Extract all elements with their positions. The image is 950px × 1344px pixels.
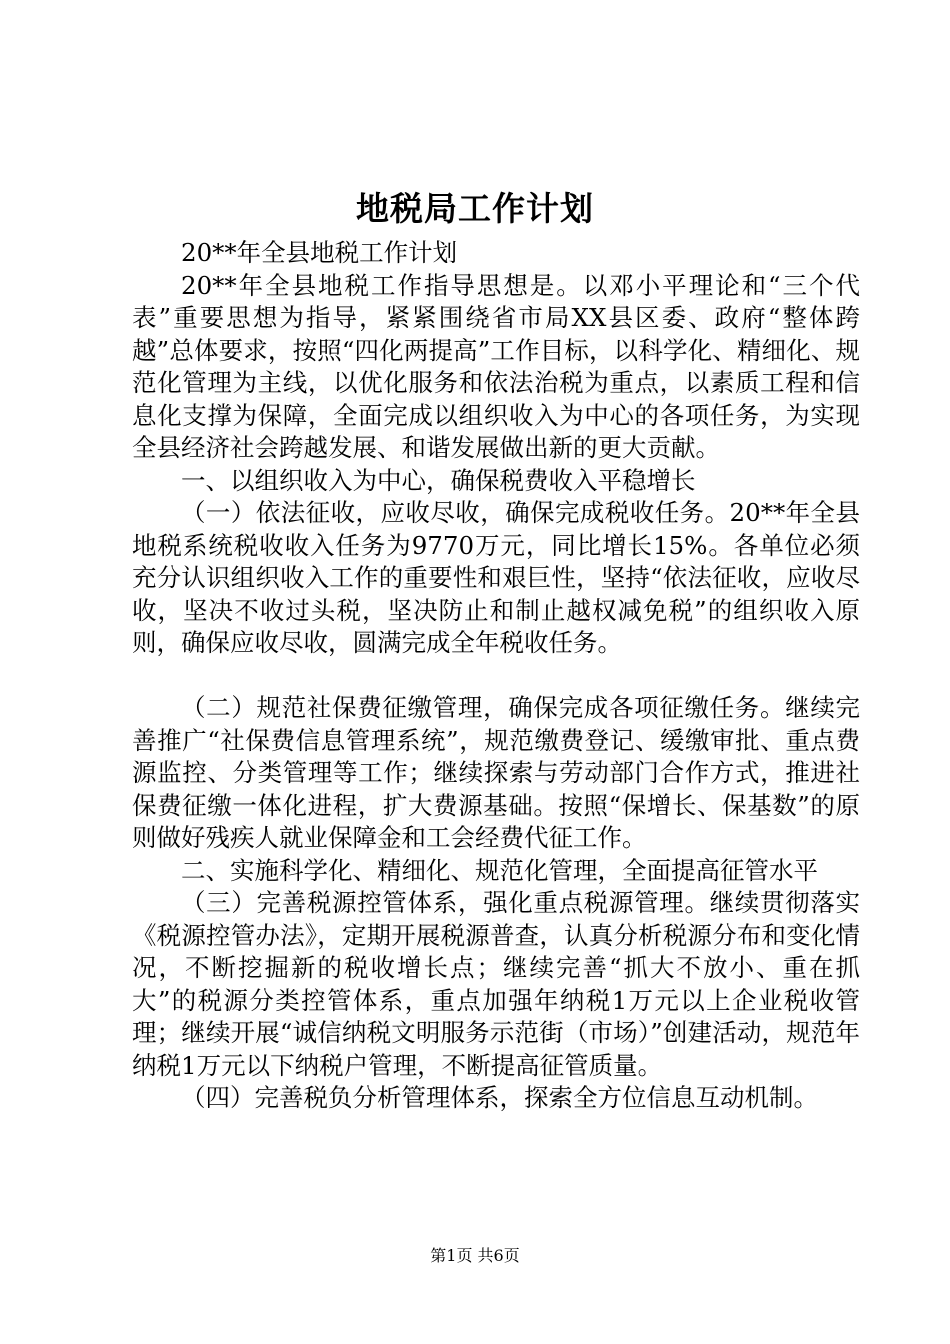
document-body [132,237,860,1115]
item-4-paragraph: （四）完善税负分析管理体系，探索全方位信息互动机制。 [181,1083,818,1112]
item-1-paragraph: （一）依法征收，应收尽收，确保完成税收任务。20**年全县地税系统税收收入任务为9770万元，同比增长15%。各单位必须充分认识组织收入工作的重要性和艰巨性，坚持“依法征收，应收尽收，坚决不收过头税，坚决防止和制止越权减免税”的组织收入原则，确保应收尽收，圆满完成全年税收任务。 [132,498,860,657]
guiding-thought-paragraph: 20**年全县地税工作指导思想是。以邓小平理论和“三个代表”重要思想为指导，紧紧围绕省市局XX县区委、政府“整体跨越”总体要求，按照“四化两提高”工作目标，以科学化、精细化、规范化管理为主线，以优化服务和依法治税为重点，以素质工程和信息化支撑为保障，全面完成以组织收入为中心的各项任务，为实现全县经济社会跨越发展、和谐发展做出新的更大贡献。 [132,270,860,462]
section-heading-2: 二、实施科学化、精细化、规范化管理，全面提高征管水平 [181,855,818,885]
plan-heading: 20**年全县地税工作计划 [181,238,458,267]
document-title: 地税局工作计划 [356,189,594,228]
section-heading-1: 一、以组织收入为中心，确保税费收入平稳增长 [181,465,696,495]
item-2-paragraph: （二）规范社保费征缴管理，确保完成各项征缴任务。继续完善推广“社保费信息管理系统”，规范缴费登记、缓缴审批、重点费源监控、分类管理等工作；继续探索与劳动部门合作方式，推进社保费征缴一体化进程，扩大费源基础。按照“保增长、保基数”的原则做好残疾人就业保障金和工会经费代征工作。 [132,693,860,852]
page-footer: 第1页 共6页 [430,1246,520,1265]
item-3-paragraph: （三）完善税源控管体系，强化重点税源管理。继续贯彻落实《税源控管办法》，定期开展税源普查，认真分析税源分布和变化情况，不断挖掘新的税收增长点；继续完善“抓大不放小、重在抓大”的税源分类控管体系，重点加强年纳税1万元以上企业税收管理；继续开展“诚信纳税文明服务示范街（市场）”创建活动，规范年纳税1万元以下纳税户管理，不断提高征管质量。 [132,888,860,1080]
